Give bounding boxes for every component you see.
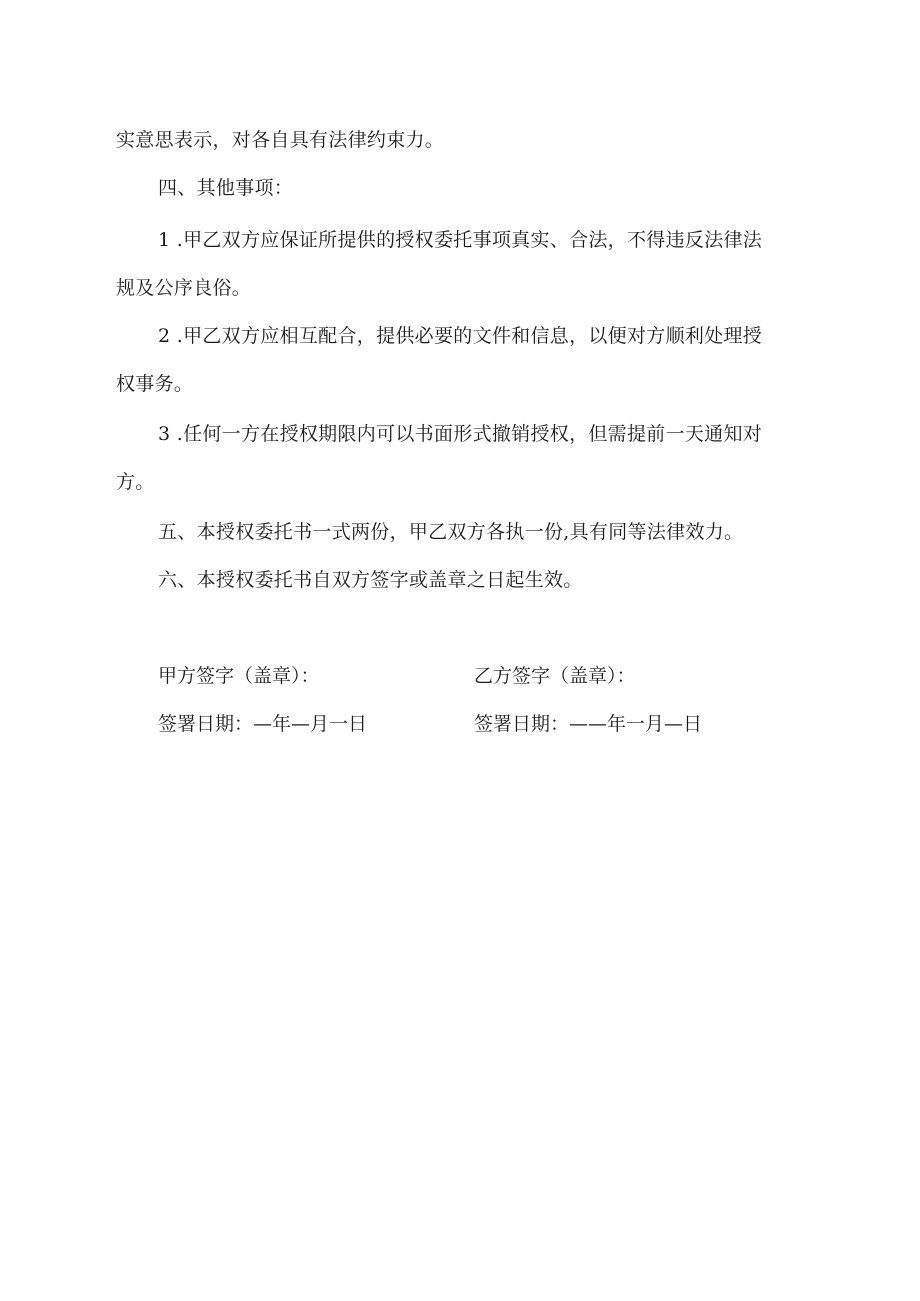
item-3-line-1: 3 .任何一方在授权期限内可以书面形式撤销授权，但需提前一天通知对: [158, 423, 763, 445]
party-a-date-label: 签署日期：—年—月一日: [158, 713, 368, 735]
section-5: 五、本授权委托书一式两份，甲乙双方各执一份,具有同等法律效力。: [158, 521, 744, 543]
section-heading-4: 四、其他事项：: [158, 177, 294, 199]
party-a-sign-label: 甲方签字（盖章）：: [158, 665, 320, 687]
item-3-line-2: 方。: [116, 471, 155, 493]
item-1-line-1: 1 .甲乙双方应保证所提供的授权委托事项真实、合法，不得违反法律法: [158, 229, 763, 251]
item-1-line-2: 规及公序良俗。: [116, 277, 252, 299]
item-2-line-1: 2 .甲乙双方应相互配合，提供必要的文件和信息，以便对方顺利处理授: [158, 325, 763, 347]
item-2-line-2: 权事务。: [116, 373, 194, 395]
party-b-sign-label: 乙方签字（盖章）：: [474, 665, 636, 687]
section-6: 六、本授权委托书自双方签字或盖章之日起生效。: [158, 569, 583, 591]
paragraph-line: 实意思表示，对各自具有法律约束力。: [116, 129, 445, 151]
party-b-date-label: 签署日期：——年一月—日: [474, 713, 703, 735]
